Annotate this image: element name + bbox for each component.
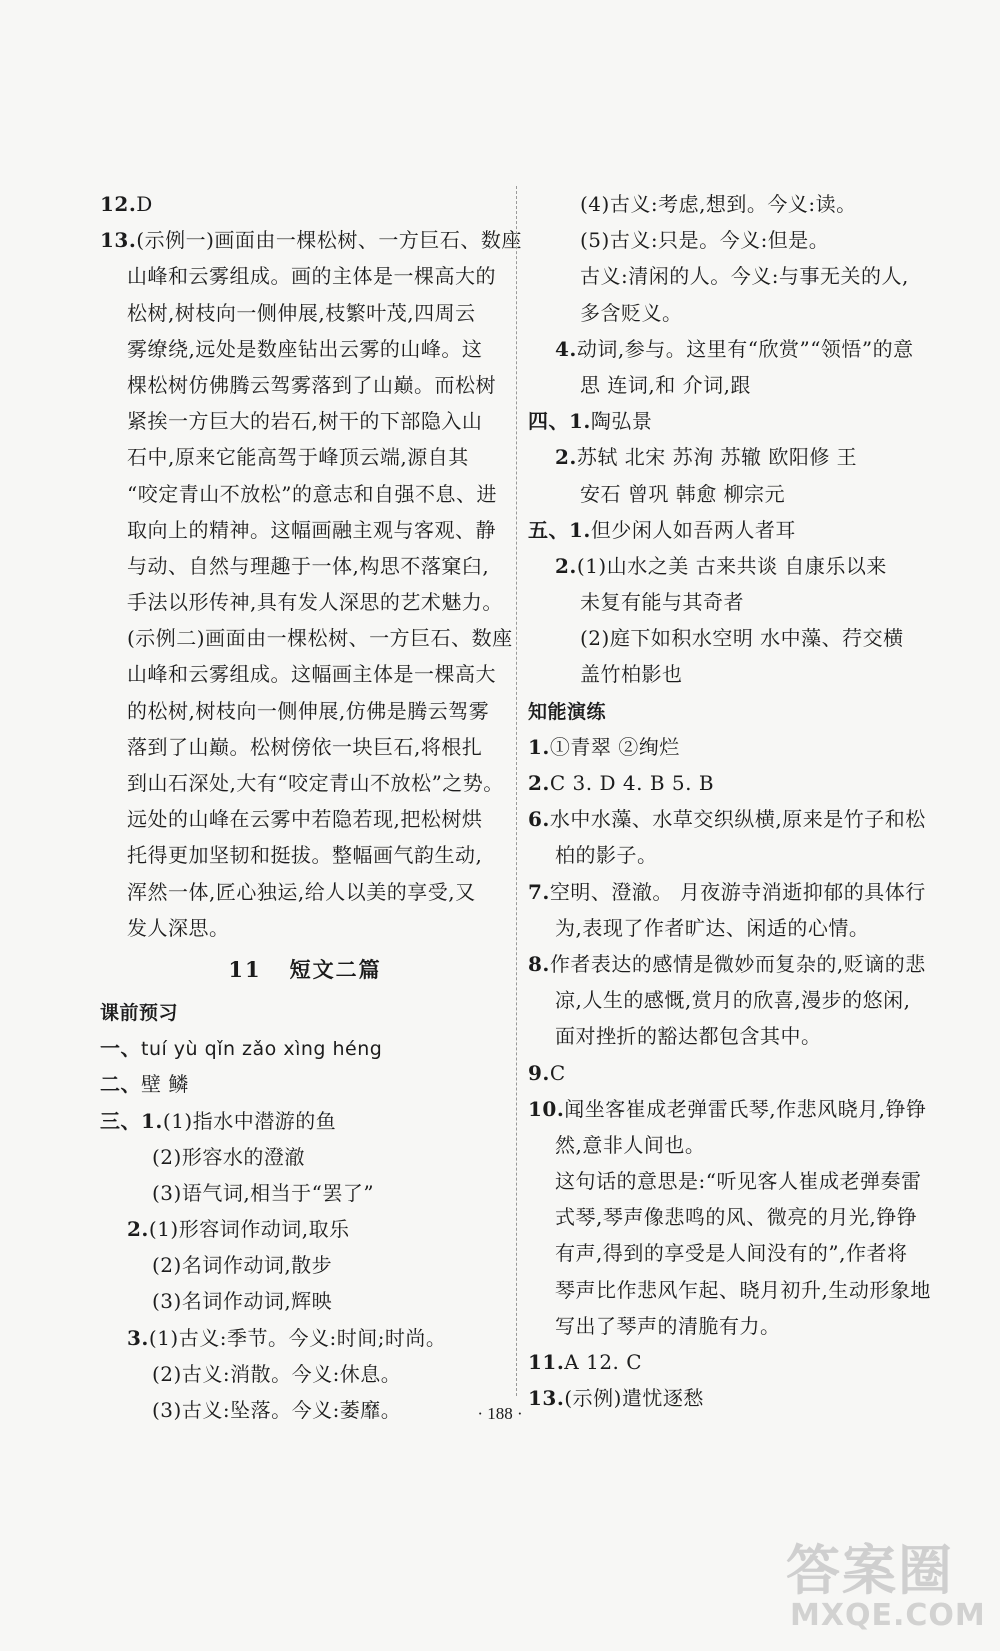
answer-number: 1. [528, 734, 550, 759]
answer-line [528, 1199, 958, 1235]
section-heading [100, 994, 510, 1030]
answer-text: 棵松树仿佛腾云驾雾落到了山巅。而松树 [127, 372, 496, 397]
answer-line [100, 729, 510, 765]
answer-line [100, 439, 510, 475]
answer-line [100, 1175, 510, 1211]
answer-number: 四、1. [528, 409, 591, 434]
answer-text: 有声,得到的享受是人间没有的”,作者将 [555, 1241, 908, 1266]
answer-line [100, 910, 510, 946]
lesson-name: 短文二篇 [289, 956, 382, 982]
answer-text: 动词,参与。这里有“欣赏”“领悟”的意 [576, 336, 914, 361]
left-column [100, 186, 522, 1428]
answer-text: (2)形容水的澄澈 [152, 1144, 305, 1169]
answer-text: 盖竹柏影也 [580, 662, 683, 687]
answer-text: (1)山水之美 古来共谈 自康乐以来 [576, 553, 887, 578]
answer-text: 远处的山峰在云雾中若隐若现,把松树烘 [127, 807, 483, 832]
answer-line [528, 439, 958, 475]
answer-line [100, 476, 510, 512]
left-answers-part2 [100, 994, 510, 1428]
column-divider [516, 186, 517, 1396]
answer-line [528, 1344, 958, 1380]
answer-line [528, 186, 958, 222]
answer-line [100, 222, 522, 258]
left-answers-part1 [100, 186, 522, 946]
answer-text: 与动、自然与理趣于一体,构思不落窠臼, [127, 553, 490, 578]
answer-text: 面对挫折的豁达都包含其中。 [555, 1024, 822, 1049]
answer-text: 落到了山巅。松树傍依一块巨石,将根扎 [127, 734, 483, 759]
answer-text: 思 连词,和 介词,跟 [580, 372, 751, 397]
answer-number: 2. [555, 553, 577, 578]
answer-text: 水中水藻、水草交织纵横,原来是竹子和松 [549, 807, 926, 832]
answer-text: 闻坐客崔成老弹雷氏琴,作悲风晓月,铮铮 [564, 1096, 927, 1121]
answer-line [528, 765, 958, 801]
answer-line [528, 295, 958, 331]
watermark-chinese: 答案圈 [786, 1539, 954, 1602]
answer-text: C [549, 1060, 566, 1085]
answer-line [528, 367, 958, 403]
answer-line [528, 1127, 958, 1163]
answer-text: 然,意非人间也。 [555, 1132, 706, 1157]
answer-number: 11. [528, 1350, 565, 1374]
answer-number: 2. [127, 1217, 149, 1242]
answer-line [528, 258, 958, 294]
answer-line [528, 946, 958, 982]
page-number: · 188 · [477, 1404, 523, 1423]
answer-number: 2. [555, 445, 577, 470]
answer-text: (3)语气词,相当于“罢了” [152, 1180, 375, 1205]
answer-text: 雾缭绕,远处是数座钻出云雾的山峰。这 [127, 336, 483, 361]
answer-number: 13. [100, 228, 137, 253]
answer-text: (1)指水中潜游的鱼 [162, 1108, 337, 1133]
answer-line [100, 620, 513, 656]
answer-text: 陶弘景 [590, 409, 653, 434]
answer-text: 紧挨一方巨大的岩石,树干的下部隐入山 [127, 409, 483, 434]
answer-number: 三、1. [100, 1108, 163, 1133]
answer-line [528, 1308, 958, 1344]
answer-line [528, 548, 958, 584]
lesson-number: 11 [228, 956, 262, 982]
answer-text: 这句话的意思是:“听见客人崔成老弹奏雷 [555, 1169, 922, 1194]
answer-text: 取向上的精神。这幅画融主观与客观、静 [127, 517, 496, 542]
answer-text: “咬定青山不放松”的意志和自强不息、进 [127, 481, 497, 506]
answer-text: 写出了琴声的清脆有力。 [555, 1313, 781, 1338]
answer-line [100, 584, 510, 620]
answer-text: 石中,原来它能高驾于峰顶云端,源自其 [127, 445, 469, 470]
answer-text: 但少闲人如吾两人者耳 [590, 517, 796, 542]
answer-text: D [136, 192, 153, 216]
answer-line [100, 1103, 510, 1139]
answer-line [100, 295, 510, 331]
answer-text: ①青翠 ②绚烂 [549, 734, 680, 759]
answer-text: tuí yù qǐn zǎo xìng héng [141, 1038, 383, 1061]
section-heading-text: 课前预习 [100, 1001, 179, 1024]
answer-line [100, 693, 510, 729]
answer-text: (4)古义:考虑,想到。今义:读。 [580, 192, 857, 216]
answer-line [528, 910, 958, 946]
answer-line [100, 1283, 510, 1319]
answer-text: (2)名词作动词,散步 [152, 1253, 333, 1278]
answer-text: 到山石深处,大有“咬定青山不放松”之势。 [127, 771, 504, 795]
right-column [528, 186, 958, 1416]
lesson-title [100, 946, 510, 994]
answer-line [528, 1055, 958, 1091]
answer-line [100, 656, 510, 692]
answer-line [100, 1247, 510, 1283]
answer-line [528, 1272, 958, 1308]
answer-text: 松树,树枝向一侧伸展,枝繁叶茂,四周云 [127, 300, 476, 325]
answer-line [100, 1211, 510, 1247]
answer-text: 未复有能与其奇者 [580, 590, 744, 615]
section-heading [528, 693, 958, 729]
answer-text: (2)古义:消散。今义:休息。 [152, 1361, 402, 1386]
answer-line [528, 1235, 958, 1271]
answer-line [528, 1091, 958, 1127]
answer-text: 苏轼 北宋 苏洵 苏辙 欧阳修 王 [576, 445, 858, 470]
answer-text: 古义:清闲的人。今义:与事无关的人, [580, 264, 909, 289]
answer-line [528, 620, 958, 656]
answer-text: (3)古义:坠落。今义:萎靡。 [152, 1398, 402, 1422]
answer-number: 13. [528, 1386, 565, 1411]
answer-line [528, 476, 958, 512]
answer-text: 柏的影子。 [555, 843, 658, 868]
answer-number: 3. [127, 1325, 149, 1350]
answer-line [528, 222, 958, 258]
answer-line [100, 403, 510, 439]
answer-number: 二、 [100, 1072, 141, 1097]
answer-line [100, 1066, 510, 1102]
answer-line [528, 512, 958, 548]
answer-line [100, 1356, 510, 1392]
answer-text: (2)庭下如积水空明 水中藻、荇交横 [580, 626, 904, 651]
answer-text: 的松树,树枝向一侧伸展,仿佛是腾云驾雾 [127, 698, 490, 723]
answer-text: 浑然一体,匠心独运,给人以美的享受,又 [127, 879, 476, 904]
answer-number: 8. [528, 951, 550, 976]
answer-line [528, 837, 958, 873]
answer-line [100, 258, 510, 294]
answer-line [100, 765, 510, 801]
answer-line [100, 837, 510, 873]
answer-number: 2. [528, 771, 550, 795]
answer-line [100, 1139, 510, 1175]
answer-line [528, 874, 958, 910]
answer-text: (1)古义:季节。今义:时间;时尚。 [148, 1325, 447, 1350]
answer-text: (1)形容词作动词,取乐 [148, 1217, 350, 1242]
answer-text: 山峰和云雾组成。画的主体是一棵高大的 [127, 264, 496, 289]
answer-line [528, 1018, 958, 1054]
answer-text: (示例)遣忧逐愁 [564, 1386, 704, 1411]
answer-number: 五、1. [528, 517, 591, 542]
answer-text: A 12. C [564, 1350, 643, 1374]
answer-text: 托得更加坚韧和挺拔。整幅画气韵生动, [127, 843, 483, 868]
section-heading-text: 知能演练 [528, 700, 607, 723]
answer-text: (5)古义:只是。今义:但是。 [580, 228, 830, 253]
answer-text: (3)名词作动词,辉映 [152, 1289, 333, 1314]
answer-line [528, 403, 958, 439]
answer-line [100, 512, 510, 548]
answer-line [100, 1030, 510, 1066]
answer-number: 12. [100, 192, 137, 216]
answer-line [100, 1320, 510, 1356]
answer-number: 4. [555, 336, 577, 361]
answer-line [100, 874, 510, 910]
answer-line [528, 729, 958, 765]
answer-text: 琴声比作悲风乍起、晓月初升,生动形象地 [555, 1277, 931, 1302]
answer-line [528, 801, 958, 837]
answer-number: 一、 [100, 1036, 141, 1061]
answer-line [100, 548, 510, 584]
answer-number: 6. [528, 807, 550, 832]
answer-text: 壁 鳞 [141, 1072, 189, 1097]
answer-text: 手法以形传神,具有发人深思的艺术魅力。 [127, 590, 503, 615]
answer-text: 空明、澄澈。 月夜游寺消逝抑郁的具体行 [549, 879, 926, 904]
answer-text: 山峰和云雾组成。这幅画主体是一棵高大 [127, 662, 496, 687]
answer-line [100, 331, 510, 367]
answer-text: 凉,人生的感慨,赏月的欣喜,漫步的悠闲, [555, 988, 911, 1013]
answer-text: 多含贬义。 [580, 300, 683, 325]
answer-number: 10. [528, 1096, 565, 1121]
answer-line [528, 584, 958, 620]
answer-text: 作者表达的感情是微妙而复杂的,贬谪的悲 [549, 951, 926, 976]
answer-text: 式琴,琴声像悲鸣的风、微亮的月光,铮铮 [555, 1205, 918, 1230]
watermark-url: MXQE.COM [790, 1598, 986, 1633]
answer-line [100, 367, 510, 403]
answer-text: 为,表现了作者旷达、闲适的心情。 [555, 915, 870, 940]
watermark-logo [786, 1528, 986, 1638]
answer-line [528, 331, 958, 367]
answer-line [100, 801, 510, 837]
answer-number: 9. [528, 1060, 550, 1085]
answer-line [528, 982, 958, 1018]
answer-text: (示例一)画面由一棵松树、一方巨石、数座 [136, 228, 522, 253]
answer-text: 安石 曾巩 韩愈 柳宗元 [580, 481, 786, 506]
answer-text: C 3. D 4. B 5. B [549, 771, 715, 795]
answer-text: 发人深思。 [127, 915, 230, 940]
answer-line [528, 1163, 958, 1199]
answer-text: (示例二)画面由一棵松树、一方巨石、数座 [127, 626, 513, 651]
answer-line [528, 656, 958, 692]
answer-number: 7. [528, 879, 550, 904]
answer-line [100, 186, 510, 222]
